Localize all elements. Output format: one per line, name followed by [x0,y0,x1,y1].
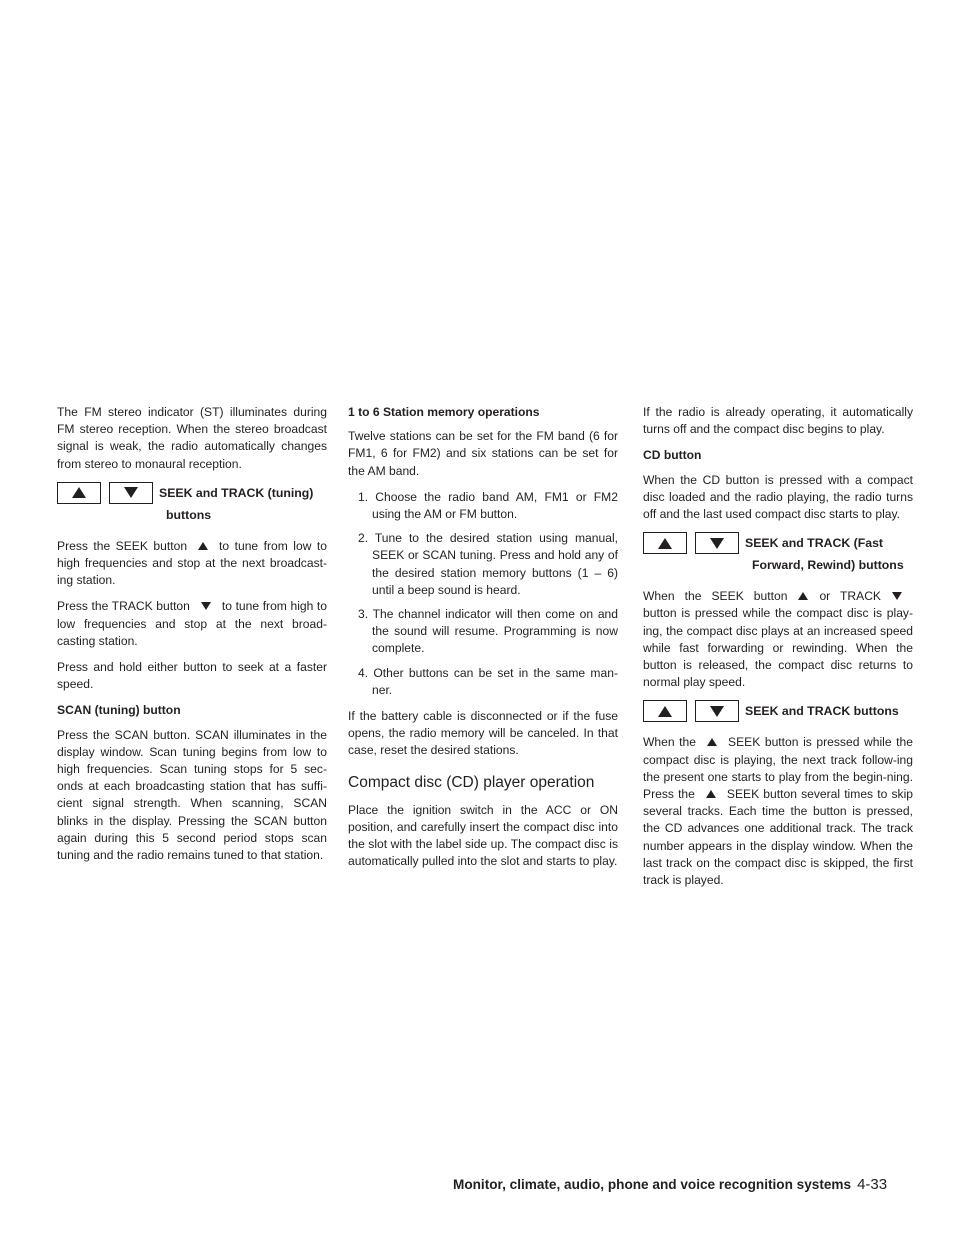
list-item: 1. Choose the radio band AM, FM1 or FM2 using the AM or FM button. [358,489,618,522]
seek-track-cd-heading: SEEK and TRACK buttons [745,704,899,719]
section-title: Monitor, climate, audio, phone and voice recognition systems [453,1177,852,1192]
column-2 [348,404,618,879]
fast-forward-paragraph: When the SEEK button or TRACKbutton is pressed while the compact disc is play-ing, the compact disc plays at an increased speed while fast forwarding or rewinding. When the button is released, the compact disc returns to normal play speed. [643,589,913,690]
scan-paragraph: Press the SCAN button. SCAN illuminates in the display window. Scan tuning begins from low to high frequencies. Scan tuning stops for 5 sec-onds at each broadcasting station that has suffi-cient signal strength. When scanning, SCAN blinks in the display. Pressing the SCAN button again during this 5 second period stops scan tuning and the radio remains tuned to that station. [57,727,327,863]
column-3 [643,404,913,898]
seek-up-icon [695,786,727,803]
stereo-paragraph: The FM stereo indicator (ST) illuminates during FM stereo reception. When the stereo broadcast signal is weak, the radio automatically changes from stereo to monaural reception. [57,405,327,471]
memory-heading: 1 to 6 Station memory operations [348,405,540,419]
seek-track-cd-button-graphic [643,700,913,722]
track-down-icon [109,482,153,504]
fast-forward-button-graphic [643,532,913,576]
seek-track-heading: SEEK and TRACK (tuning) buttons [159,485,314,522]
seek-up-icon [696,734,728,751]
seek-up-icon [57,482,101,504]
seek-up-icon [187,538,219,555]
hold-paragraph: Press and hold either button to seek at a faster speed. [57,660,327,692]
seek-track-button-graphic [57,482,327,526]
column-1 [57,404,327,873]
memory-intro: Twelve stations can be set for the FM band (6 for FM1, 6 for FM2) and six stations can be set for the AM band. [348,429,618,478]
battery-paragraph: If the battery cable is disconnected or if the fuse opens, the radio memory will be canceled. In that case, reset the desired stations. [348,709,618,758]
cd-button-heading: CD button [643,448,702,463]
seek-paragraph: Press the SEEK button to tune from low to high frequencies and stop at the next broadcast-ing station. [57,538,327,588]
seek-up-icon [643,532,687,554]
page-number: 4-33 [857,1176,888,1193]
list-item: 4. Other buttons can be set in the same man-ner. [358,665,618,697]
seek-up-icon [643,700,687,722]
list-item: 2. Tune to the desired station using manual, SEEK or SCAN tuning. Press and hold any of the desired station memory buttons (1 – 6) until a beep sound is heard. [358,531,618,597]
list-item: 3. The channel indicator will then come on and the sound will resume. Programming is now complete. [358,607,618,656]
track-down-icon [881,588,913,605]
seek-track-cd-paragraph: When the SEEK button is pressed while the compact disc is playing, the next track follow-ing the present one starts to play from the begin-ning. Press the SEEK button several times to skip several tracks. Each time the button is pressed, the CD advances one additional track. The track number appears in the display window. When the last track on the compact disc is skipped, the first track is played. [643,735,913,888]
fast-forward-heading: SEEK and TRACK (Fast Forward, Rewind) buttons [745,536,904,573]
track-down-icon [695,700,739,722]
cd-player-heading: Compact disc (CD) player operation [348,773,595,791]
cd-player-paragraph: Place the ignition switch in the ACC or ON position, and carefully insert the compact disc into the slot with the label side up. The compact disc is automatically pulled into the slot and starts to play. [348,802,618,869]
scan-heading: SCAN (tuning) button [57,703,181,718]
track-down-icon [190,598,222,615]
seek-up-icon [787,588,819,605]
track-paragraph: Press the TRACK button to tune from high to low frequencies and stop at the next broad-casting station. [57,599,328,648]
memory-steps [348,489,618,699]
track-down-icon [695,532,739,554]
page-footer [453,1176,887,1193]
already-paragraph: If the radio is already operating, it automatically turns off and the compact disc begins to play. [643,405,913,437]
cd-button-paragraph: When the CD button is pressed with a compact disc loaded and the radio playing, the radio turns off and the last used compact disc starts to play. [643,472,913,522]
